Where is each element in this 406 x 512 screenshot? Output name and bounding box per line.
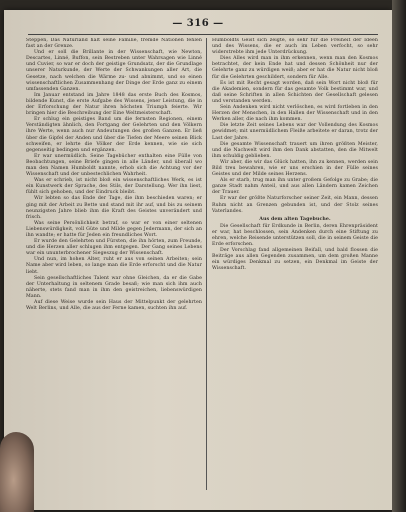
paragraph: Er schlug ein geistiges Band um die fernsten Regionen, einem Verständigten ähnlich, den Fortgang der Gelehrten und den Völkern ihre Werte, wenn auch nur Andeutungen des großen Ganzen. Er ließ über die Gipfel der Anden und über die Tiefen der Meere seinen Blick schweifen, er lehrte die Völker der Erde kennen, wie sie sich gegenseitig bedingen und ergänzen. [26, 117, 202, 153]
paragraph: Steppen, Das Naturland hält seine Familie, fremde Nationen fehlen fast an der Grenze. [26, 38, 202, 50]
paragraph: Er war der größte Naturforscher seiner Zeit, ein Mann, dessen Ruhm nicht an Grenzen gebunden ist, und der Stolz seines Vaterlandes. [212, 196, 378, 214]
left-column [26, 38, 202, 494]
section-heading: Aus dem alten Tagebuche. [259, 216, 331, 222]
paragraph: Die Gesellschaft für Erdkunde in Berlin, deren Ehrenpräsident er war, hat beschlossen, sein Andenken durch eine Stiftung zu ehren, welche Reisende unterstützen soll, die in seinem Geiste die Erde erforschen. [212, 223, 378, 248]
paragraph: Der Vorschlag fand allgemeinen Beifall, und bald flossen die Beiträge aus allen Gegenden zusammen, um dem großen Manne ein würdiges Denkmal zu setzen, ein Denkmal im Geiste der Wissenschaft. [212, 248, 378, 272]
paragraph: Auf diese Weise wurde sein Haus der Mittelpunkt der gelehrten Welt Berlins, und Alle, die aus der Ferne kamen, suchten ihn auf. [26, 300, 202, 312]
paragraph: Was seine Persönlichkeit betraf, so war er von einer seltenen Liebenswürdigkeit, voll Güte und Milde gegen Jedermann, der sich an ihn wandte; er hatte für Jeden ein freundliches Wort. [26, 220, 202, 238]
book-binding-edge [392, 0, 406, 512]
paragraph: Was er schrieb, ist nicht bloß ein wissenschaftliches Werk, es ist ein Kunstwerk der Sprache, des Stils, der Darstellung. Wer ihn liest, fühlt sich gehoben, und der Eindruck bleibt. [26, 178, 202, 196]
paper-sheet [4, 10, 392, 510]
paragraph: Wir lebten so das Ende der Tage, die ihm beschieden waren; er ging mit der Arbeit zu Bette und stand mit ihr auf, und bis zu seinem neunzigsten Jahre blieb ihm die Kraft des Geistes unverändert und frisch. [26, 196, 202, 220]
paragraph: Er wurde den Gelehrten und Fürsten, die ihn hörten, zum Freunde, und die Herzen aller schlugen ihm entgegen. Der Gang seines Lebens war ein ununterbrochener Siegeszug der Wissenschaft. [26, 239, 202, 257]
paragraph: Es ist mit Recht gesagt worden, daß sein Wort nicht bloß für die Akademien, sondern für das gesamte Volk bestimmt war, und daß seine Schriften in allen Schichten der Gesellschaft gelesen und verstanden werden. [212, 80, 378, 104]
paragraph: Wir aber, die wir das Glück hatten, ihn zu kennen, werden sein Bild treu bewahren, wie er uns erschien in der Fülle seines Geistes und der Milde seines Herzens. [212, 159, 378, 178]
holding-thumb [0, 432, 34, 512]
paragraph: Dies Alles wird man in ihm erkennen, wenn man den Kosmos betrachtet, der kein Ende hat und dessen Schönheit nur der Gelehrte ganz zu würdigen weiß; aber er hat die Natur nicht bloß für die Gelehrten geschildert, sondern für Alle. [212, 56, 378, 80]
paragraph: Die gesamte Wissenschaft trauert um ihren größten Meister, und die Nachwelt wird ihm den Dank abstatten, den die Mitwelt ihm schuldig geblieben. [212, 141, 378, 159]
paragraph: Er war unermüdlich. Seine Tagebücher enthalten eine Fülle von Beobachtungen, seine Briefe gingen in alle Länder, und überall wo man den Namen Humboldt nannte, erhob sich die Achtung vor der Wissenschaft und der unbestechlichen Wahrheit. [26, 153, 202, 178]
page-number: — 316 — [172, 18, 224, 29]
paragraph: Im Januar entstand im Jahre 1848 das erste Buch des Kosmos, bildende Kunst, die erste Aufgabe des Wissens, jener Leistung, die in der Erforschung der Natur ihren höchsten Triumph feierte. Wir bringen hier die Beschreibung der Eine Weltmeisterschaft. [26, 92, 202, 117]
paragraph: Sein Andenken wird nicht verlöschen, es wird fortleben in den Herzen der Menschen, in den Hallen der Wissenschaft und in den Werken aller, die nach ihm kommen. [212, 105, 378, 123]
column-divider [206, 38, 207, 490]
paragraph: Die letzte Zeit seines Lebens war der Vollendung des Kosmos gewidmet; mit unermüdlichem Fleiße arbeitete er daran, trotz der Last der Jahre. [212, 123, 378, 141]
paragraph: Sein gesellschaftliches Talent war ohne Gleichen, da er die Gabe der Unterhaltung in seltenem Grade besaß; wie man sich ihm auch näherte, stets fand man in ihm den geistreichen, liebenswürdigen Mann. [26, 275, 202, 299]
paragraph: Humboldts Geist sich zeigte, so sehr für die Freiheit der Ideen und des Wissens, die er auch im Leben verfocht, so sehr widerstrebte ihm jede Unterdrückung. [212, 38, 378, 56]
paragraph: Als er starb, trug man ihn unter großem Gefolge zu Grabe; die ganze Stadt nahm Anteil, und aus allen Ländern kamen Zeichen der Trauer. [212, 178, 378, 196]
paragraph: Und er soll die Brillante in der Wissenschaft, wie Newton, Descartes, Linné, Buffon, sein Bestreben unter Wahrsagen wie Linné und Cuvier, so war er doch der geistige Grundsatz, der die Grundlage unserer Naturkunde, der Werte der Schwankungen aller Art, die Gesetze, nach welchen die Wärme zu- und abnimmt, und so einen wissenschaftlichen Zusammenhang der Dinge der Erde ganz zu einem umfassenden Ganzen. [26, 50, 202, 92]
right-column [212, 38, 378, 494]
header-rule [28, 34, 378, 35]
paragraph: Und nun, im hohen Alter, ruht er aus von seinen Arbeiten; sein Name aber wird leben, so lange man die Erde erforscht und die Natur liebt. [26, 257, 202, 275]
